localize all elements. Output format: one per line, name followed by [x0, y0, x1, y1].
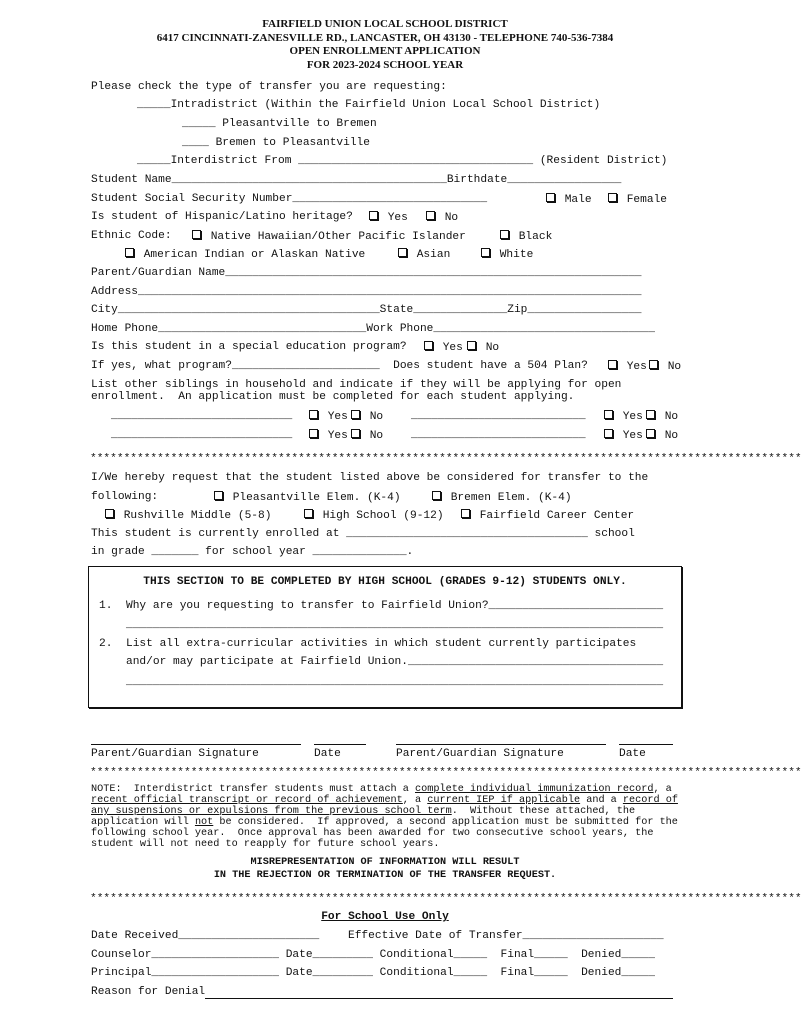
interdistrict-option[interactable]: _____Interdistrict From ___________________________________ (Resident District) [137, 155, 668, 167]
sibling-yes-option[interactable]: Yes [603, 410, 643, 424]
special-ed-question: Is this student in a special education program? [91, 341, 407, 353]
request-statement: I/We hereby request that the student listed above be considered for transfer to the [91, 472, 649, 484]
checkbox-icon [608, 193, 617, 202]
checkbox-icon [214, 491, 223, 500]
sibling-no-option[interactable]: No [645, 410, 678, 424]
q2-label: List all extra-curricular activities in which student currently participates [126, 638, 637, 650]
checkbox-icon [398, 248, 407, 257]
date-line[interactable] [619, 744, 673, 745]
grade-year-field[interactable]: in grade _______ for school year ______________. [91, 546, 414, 558]
misrepresentation-warning-2: IN THE REJECTION OR TERMINATION OF THE TRANSFER REQUEST. [213, 870, 557, 881]
ethnic-code-label: Ethnic Code: [91, 230, 172, 242]
reason-for-denial-field[interactable] [205, 998, 673, 999]
checkbox-icon [461, 509, 470, 518]
signature-line[interactable] [91, 744, 301, 745]
checkbox-icon [125, 248, 134, 257]
checkbox-icon [432, 491, 441, 500]
sibling-yes-option[interactable]: Yes [603, 429, 643, 443]
district-name: FAIRFIELD UNION LOCAL SCHOOL DISTRICT [262, 18, 508, 30]
note-paragraph: NOTE: Interdistrict transfer students must attach a complete individual immunization record, a recent official transcript or record of achievement, a current IEP if applicable and a record of any suspensions or expulsions from the previous school term. Without these attached, the application will not be considered. If approved, a second application must be submitted for the following school year. Once approval has been awarded for two consecutive school years, the student will not need to reapply for future school years. [91, 784, 678, 850]
rushville-middle-option[interactable]: Rushville Middle (5-8) [104, 509, 271, 523]
sibling-no-option[interactable]: No [645, 429, 678, 443]
q2-continuation-field[interactable]: ________________________________________________________________________________ [126, 676, 664, 688]
signature-label: Parent/Guardian Signature [396, 748, 564, 760]
checkbox-icon [351, 429, 360, 438]
intradistrict-option[interactable]: _____Intradistrict (Within the Fairfield Union Local School District) [137, 99, 601, 111]
sibling-no-option[interactable]: No [350, 429, 383, 443]
enrolled-school-field[interactable]: This student is currently enrolled at ____________________________________ school [91, 528, 635, 540]
hispanic-question: Is student of Hispanic/Latino heritage? [91, 211, 353, 223]
checkbox-icon [467, 341, 476, 350]
sped-yes-option[interactable]: Yes [423, 341, 463, 355]
bremen-elem-option[interactable]: Bremen Elem. (K-4) [431, 491, 572, 505]
separator-stars: ********************************************************************************************************** [90, 893, 802, 905]
ethnic-nhpi-option[interactable]: Native Hawaiian/Other Pacific Islander [191, 230, 466, 244]
siblings-instructions-2: enrollment. An application must be completed for each student applying. [91, 391, 575, 403]
ethnic-asian-option[interactable]: Asian [397, 248, 450, 262]
sibling-no-option[interactable]: No [350, 410, 383, 424]
checkbox-icon [608, 360, 617, 369]
school-year: FOR 2023-2024 SCHOOL YEAR [306, 59, 464, 71]
date-line[interactable] [314, 744, 366, 745]
date-label: Date [314, 748, 341, 760]
separator-stars: ********************************************************************************************************** [90, 767, 802, 779]
sibling-name-field[interactable]: __________________________ [411, 429, 586, 441]
reason-for-denial-label: Reason for Denial [91, 986, 206, 998]
phone-field[interactable]: Home Phone_______________________________Work Phone_________________________________ [91, 323, 655, 335]
ethnic-black-option[interactable]: Black [499, 230, 552, 244]
checkbox-icon [649, 360, 658, 369]
counselor-row[interactable]: Counselor___________________ Date_________ Conditional_____ Final_____ Denied_____ [91, 949, 655, 961]
ssn-field[interactable]: Student Social Security Number_____________________________ [91, 193, 488, 205]
date-label: Date [619, 748, 646, 760]
date-received-field[interactable]: Date Received_____________________ [91, 930, 320, 942]
high-school-option[interactable]: High School (9-12) [303, 509, 444, 523]
q1-number: 1. [99, 600, 113, 612]
ethnic-aian-option[interactable]: American Indian or Alaskan Native [124, 248, 365, 262]
parent-name-field[interactable]: Parent/Guardian Name______________________________________________________________ [91, 267, 642, 279]
misrepresentation-warning-1: MISREPRESENTATION OF INFORMATION WILL RESULT [250, 857, 520, 868]
checkbox-icon [105, 509, 114, 518]
pleasantville-elem-option[interactable]: Pleasantville Elem. (K-4) [213, 491, 401, 505]
q2-number: 2. [99, 638, 113, 650]
signature-label: Parent/Guardian Signature [91, 748, 259, 760]
checkbox-icon [369, 211, 378, 220]
school-use-title: For School Use Only [321, 911, 449, 923]
sped-no-option[interactable]: No [466, 341, 499, 355]
checkbox-icon [604, 410, 613, 419]
checkbox-icon [192, 230, 201, 239]
sibling-name-field[interactable]: __________________________ [411, 410, 586, 422]
checkbox-icon [304, 509, 313, 518]
bremen-to-pleasantville-option[interactable]: ____ Bremen to Pleasantville [182, 137, 370, 149]
q1-field[interactable]: Why are you requesting to transfer to Fairfield Union?__________________________ [126, 600, 664, 612]
checkbox-icon [351, 410, 360, 419]
program-field[interactable]: If yes, what program?______________________ Does student have a 504 Plan? [91, 360, 588, 372]
checkbox-icon [424, 341, 433, 350]
checkbox-icon [646, 410, 655, 419]
student-name-field[interactable]: Student Name_________________________________________Birthdate_________________ [91, 174, 622, 186]
transfer-prompt: Please check the type of transfer you are requesting: [91, 81, 447, 93]
male-option[interactable]: Male [545, 193, 592, 207]
checkbox-icon [604, 429, 613, 438]
sibling-yes-option[interactable]: Yes [308, 410, 348, 424]
principal-row[interactable]: Principal___________________ Date_________ Conditional_____ Final_____ Denied_____ [91, 967, 655, 979]
sibling-name-field[interactable]: ___________________________ [111, 429, 293, 441]
separator-stars: ********************************************************************************************************** [90, 453, 802, 465]
ethnic-white-option[interactable]: White [480, 248, 533, 262]
504-yes-option[interactable]: Yes [607, 360, 647, 374]
district-address: 6417 CINCINNATI-ZANESVILLE RD., LANCASTER, OH 43130 - TELEPHONE 740-536-7384 [156, 32, 614, 44]
checkbox-icon [309, 410, 318, 419]
hs-section-title: THIS SECTION TO BE COMPLETED BY HIGH SCHOOL (GRADES 9-12) STUDENTS ONLY. [143, 576, 627, 588]
pleasantville-to-bremen-option[interactable]: _____ Pleasantville to Bremen [182, 118, 377, 130]
female-option[interactable]: Female [607, 193, 667, 207]
hispanic-no-option[interactable]: No [425, 211, 458, 225]
q1-continuation-field[interactable]: ________________________________________________________________________________ [126, 619, 664, 631]
address-field[interactable]: Address___________________________________________________________________________ [91, 286, 642, 298]
form-title: OPEN ENROLLMENT APPLICATION [289, 45, 481, 57]
hispanic-yes-option[interactable]: Yes [368, 211, 408, 225]
siblings-instructions-1: List other siblings in household and indicate if they will be applying for open [91, 379, 622, 391]
checkbox-icon [546, 193, 555, 202]
following-label: following: [91, 491, 159, 503]
city-state-zip-field[interactable]: City_______________________________________State______________Zip_________________ [91, 304, 642, 316]
checkbox-icon [481, 248, 490, 257]
checkbox-icon [500, 230, 509, 239]
sibling-name-field[interactable]: ___________________________ [111, 410, 293, 422]
q2-field[interactable]: and/or may participate at Fairfield Union.______________________________________ [126, 656, 664, 668]
effective-date-field[interactable]: Effective Date of Transfer_____________________ [348, 930, 664, 942]
504-no-option[interactable]: No [648, 360, 681, 374]
checkbox-icon [426, 211, 435, 220]
sibling-yes-option[interactable]: Yes [308, 429, 348, 443]
career-center-option[interactable]: Fairfield Career Center [460, 509, 634, 523]
signature-line[interactable] [396, 744, 606, 745]
checkbox-icon [309, 429, 318, 438]
checkbox-icon [646, 429, 655, 438]
